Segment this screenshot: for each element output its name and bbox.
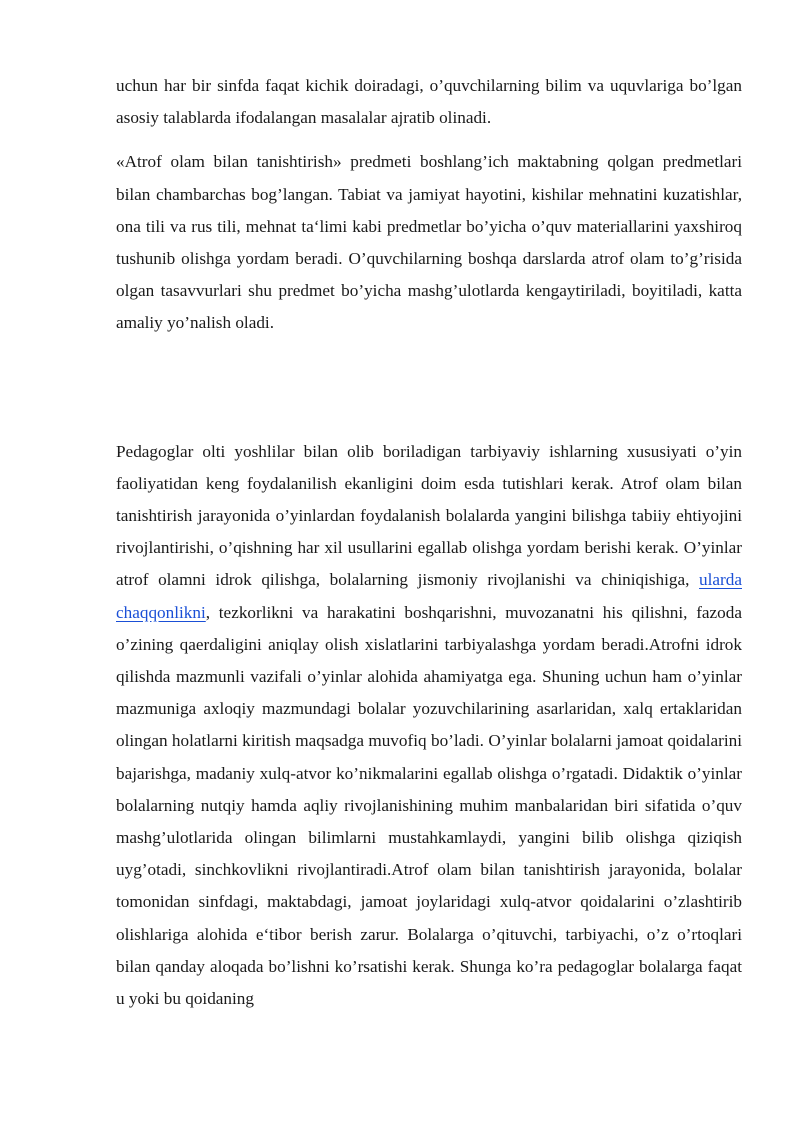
paragraph-1: uchun har bir sinfda faqat kichik doiradagi, o’quvchilarning bilim va uquvlariga bo’lgan asosiy talablarda ifodalangan masalalar ajratib olinadi. <box>116 76 742 128</box>
hyperlink-ularda-chaqqonlikni[interactable]: ularda chaqqonlikni <box>116 570 742 622</box>
paragraph-3-text-before-link: Pedagoglar olti yoshlilar bilan olib boriladigan tarbiyaviy ishlarning xususiyati o’yin faoliyatidan keng foydalanilish ekanligini doim esda tutishlari kerak. Atrof olam bilan tanishtirish jarayonida o’yinlardan foydalanish bolalarda yangini bilishga tabiiy ehtiyojini rivojlantirishi, o’qishning har xil usullarini egallab olishga yordam berishi kerak. O’yinlar atrof olamni idrok qilishga, bolalarning jismoniy rivojlanishi va chiniqishiga, <box>116 441 742 590</box>
paragraph-3-text-after-link: , tezkorlikni va harakatini boshqarishni, muvozanatni his qilishni, fazoda o’zining qaerdaligini aniqlay olish xislatlarini tarbiyalashga yordam beradi.Atrofni idrok qilishda mazmunli vazifali o’yinlar alohida ahamiyatga ega. Shuning uchun ham o’yinlar mazmuniga axloqiy mazmundagi bolalar yozuvchilarining asarlaridan, xalq ertaklaridan olingan holatlarni kiritish maqsadga muvofiq bo’ladi. O’yinlar bolalarni jamoat qoidalarini bajarishga, madaniy xulq-atvor ko’nikmalarini egallab olishga o’rgatadi. Didaktik o’yinlar bolalarning nutqiy hamda aqliy rivojlanishining muhim manbalaridan biri sifatida o’quv mashg’ulotlarida olingan bilimlarni mustahkamlaydi, yangini bilib olishga qiziqish uyg’otadi, sinchkovlikni rivojlantiradi.Atrof olam bilan tanishtirish jarayonida, bolalar tomonidan sinfdagi, maktabdagi, jamoat joylaridagi xulq-atvor qoidalarini o’zlashtirib olishlariga alohida e‘tibor berish zarur. Bolalarga o’qituvchi, tarbiyachi, o’z o’rtoqlari bilan qanday aloqada bo’lishni ko’rsatishi kerak. Shunga ko’ra pedagoglar bolalarga faqat u yoki bu qoidaning <box>116 602 742 1009</box>
paragraph-2: «Atrof olam bilan tanishtirish» predmeti boshlang’ich maktabning qolgan predmetlari bilan chambarchas bog’langan. Tabiat va jamiyat hayotini, kishilar mehnatini kuzatishlar, ona tili va rus tili, mehnat ta‘limi kabi predmetlar bo’yicha o’quv materiallarini yaxshiroq tushunib olishga yordam beradi. O’quvchilarning boshqa darslarda atrof olam to’g’risida olgan tasavvurlari shu predmet bo’yicha mashg’ulotlarda kengaytiriladi, boyitiladi, katta amaliy yo’nalish oladi. <box>116 152 742 333</box>
document-page <box>116 70 742 1015</box>
paragraph-3 <box>116 436 742 1016</box>
paragraph-gap <box>116 340 742 436</box>
